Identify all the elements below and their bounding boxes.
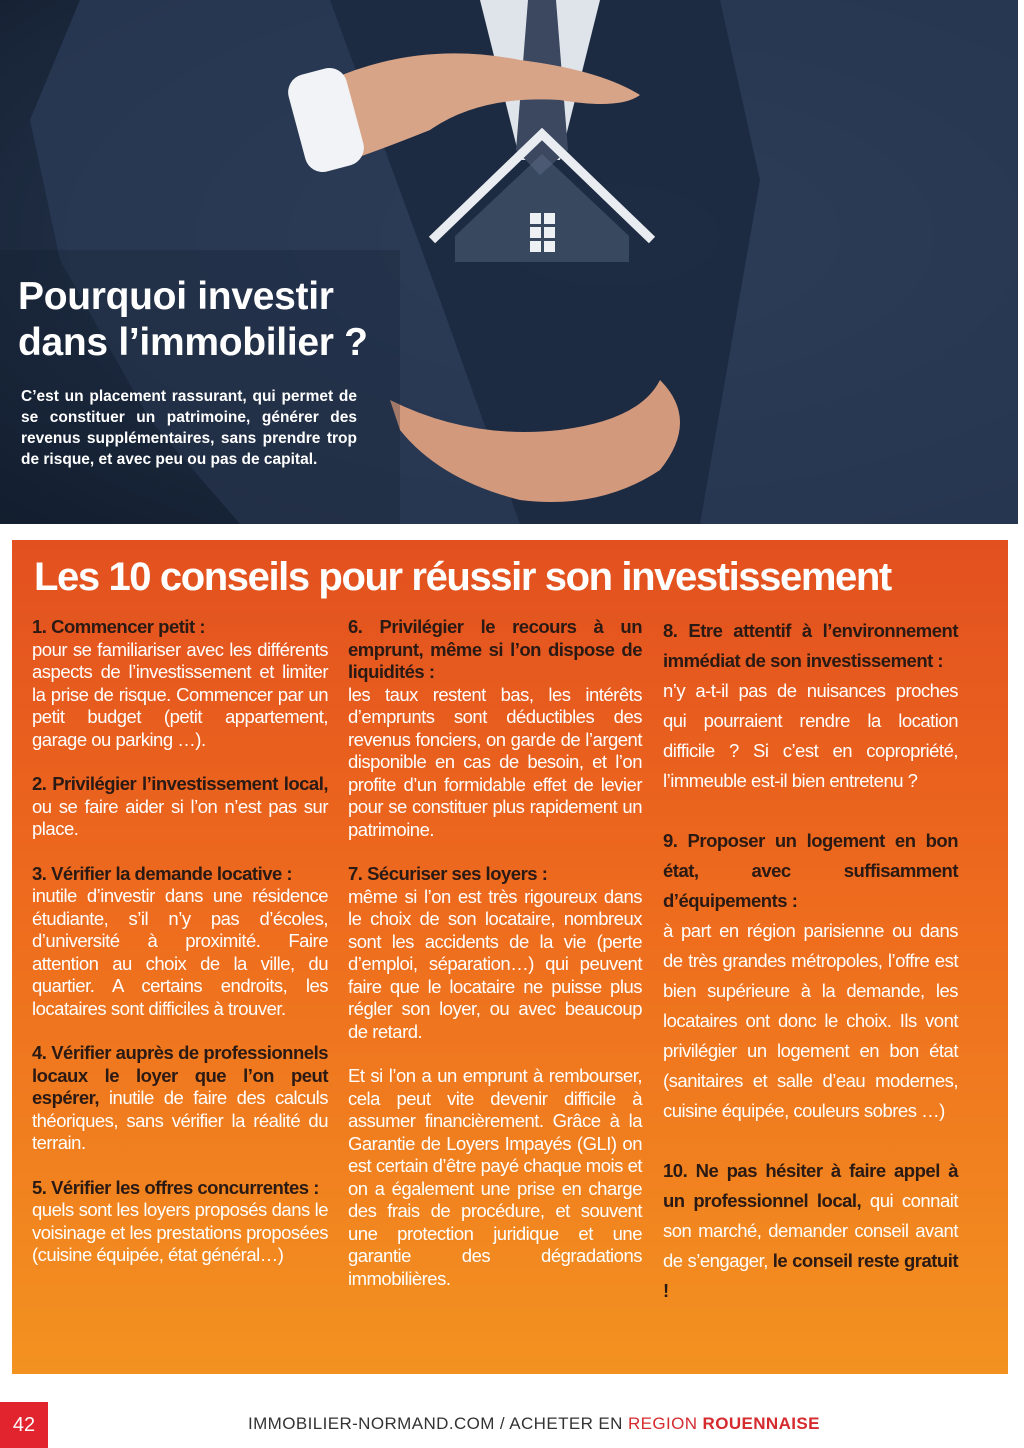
tip-7-continued: Et si l’on a un emprunt à rembourser, cela peut vite devenir difficile à assumer financièrement. Grâce à la Garantie de Loyers Impayés (GLI) on est certain d’être payé chaque mois et on a également une prise en charge des frais de procédure, et souvent une protection juridique et une garantie des dégradations immobilières. bbox=[348, 1065, 642, 1289]
tip-body: inutile d’investir dans une résidence étudiante, s’il n’y pas d’écoles, d’université à proximité. Faire attention au choix de la ville, du quartier. A certains endroits, les locataires sont difficiles à trouver. bbox=[32, 885, 328, 1019]
hero-banner bbox=[0, 0, 1018, 524]
footer-part3: ROUENNAISE bbox=[702, 1414, 820, 1433]
tip-body: les taux restent bas, les intérêts d’emprunts sont déductibles des revenus fonciers, on garde de l’argent disponible en cas de besoin, et l’on profite d’un formidable effet de levier pour se constituer plus rapidement un patrimoine. bbox=[348, 683, 642, 840]
tip-number: 1. bbox=[32, 616, 47, 637]
tip-4 bbox=[32, 1042, 328, 1155]
page-number: 42 bbox=[0, 1402, 48, 1448]
tip-number: 6. bbox=[348, 616, 363, 637]
tip-heading: Vérifier la demande locative : bbox=[51, 862, 293, 884]
tip-number: 7. bbox=[348, 863, 363, 884]
hero-title bbox=[18, 274, 368, 366]
tip-body: quels sont les loyers proposés dans le voisinage et les prestations proposées (cuisine équipée, état général…) bbox=[32, 1199, 328, 1265]
tip-2 bbox=[32, 773, 328, 841]
tip-heading: Etre attentif à l’environnement immédiat de son investissement : bbox=[663, 620, 958, 671]
footer-site: IMMOBILIER-NORMAND.COM / bbox=[248, 1414, 510, 1433]
tip-body: même si l’on est très rigoureux dans le choix de son locataire, nombreux sont les accidents de la vie (perte d’emploi, séparation…) qui peuvent faire que le locataire ne puisse plus régler son loyer, ou avec beaucoup de retard. bbox=[348, 885, 642, 1042]
tip-5 bbox=[32, 1177, 328, 1267]
tip-6 bbox=[348, 616, 642, 841]
tips-column-2 bbox=[348, 616, 642, 1290]
tip-body: pour se familiariser avec les différents aspects de l’investissement et limiter la prise de risque. Commencer par un petit budget (petit appartement, garage ou parking …). bbox=[32, 638, 328, 750]
tip-9 bbox=[663, 826, 958, 1126]
tip-heading: Vérifier les offres concurrentes : bbox=[51, 1176, 319, 1198]
tip-body: n’y a-t-il pas de nuisances proches qui pourraient rendre la location difficile ? Si c’est en copropriété, l’immeuble est-il bien entretenu ? bbox=[663, 680, 958, 791]
tip-number: 9. bbox=[663, 830, 678, 851]
tip-heading: Vérifier auprès de professionnels locaux le loyer que l’on peut espérer, bbox=[32, 1042, 328, 1108]
tip-number: 4. bbox=[32, 1042, 47, 1063]
tip-7 bbox=[348, 863, 642, 1043]
tip-1 bbox=[32, 616, 328, 751]
tip-conclusion: le conseil reste gratuit ! bbox=[663, 1250, 959, 1301]
tip-8 bbox=[663, 616, 958, 796]
tip-number: 3. bbox=[32, 862, 47, 884]
tip-heading: Sécuriser ses loyers : bbox=[367, 863, 548, 884]
tip-heading: Privilégier l’investissement local, bbox=[52, 773, 328, 794]
tip-body: qui connait son marché, demander conseil avant de s’engager, bbox=[663, 1190, 958, 1271]
footer-part1: ACHETER EN bbox=[509, 1414, 628, 1433]
tip-body: ou se faire aider si l’on n’est pas sur place. bbox=[32, 795, 328, 839]
tips-column-3 bbox=[663, 616, 958, 1306]
tips-panel bbox=[12, 540, 1008, 1374]
tip-3 bbox=[32, 863, 328, 1021]
tip-number: 5. bbox=[32, 1176, 47, 1198]
tip-number: 8. bbox=[663, 620, 678, 641]
tip-body: inutile de faire des calculs théoriques, sans vérifier la réalité du terrain. bbox=[32, 1087, 328, 1153]
tip-number: 2. bbox=[32, 773, 47, 794]
tip-heading: Privilégier le recours à un emprunt, même si l’on dispose de liquidités : bbox=[348, 616, 643, 682]
hero-title-line1: Pourquoi investir bbox=[18, 275, 334, 318]
tip-body: à part en région parisienne ou dans de très grandes métropoles, l’offre est bien supérieure à la demande, les locataires ont donc le choix. Ils vont privilégier un logement en bon état (sanitaires et salle d’eau modernes, cuisine équipée, couleurs sobres …) bbox=[663, 920, 958, 1121]
panel-title: Les 10 conseils pour réussir son investissement bbox=[34, 555, 891, 599]
tip-heading: Commencer petit : bbox=[51, 616, 205, 637]
tip-number: 10. bbox=[663, 1160, 688, 1181]
tip-10 bbox=[663, 1156, 958, 1306]
footer-text bbox=[248, 1412, 820, 1436]
hero-intro: C’est un placement rassurant, qui permet de se constituer un patrimoine, générer des revenus supplémentaires, sans prendre trop de risque, et avec peu ou pas de capital. bbox=[21, 388, 357, 468]
tip-heading: Proposer un logement en bon état, avec suffisamment d’équipements : bbox=[663, 830, 958, 911]
footer-part2: REGION bbox=[627, 1414, 703, 1433]
tips-column-1 bbox=[32, 616, 328, 1267]
hero-title-line2: dans l’immobilier ? bbox=[18, 321, 368, 364]
tip-heading: Ne pas hésiter à faire appel à un professionnel local, bbox=[663, 1160, 958, 1211]
